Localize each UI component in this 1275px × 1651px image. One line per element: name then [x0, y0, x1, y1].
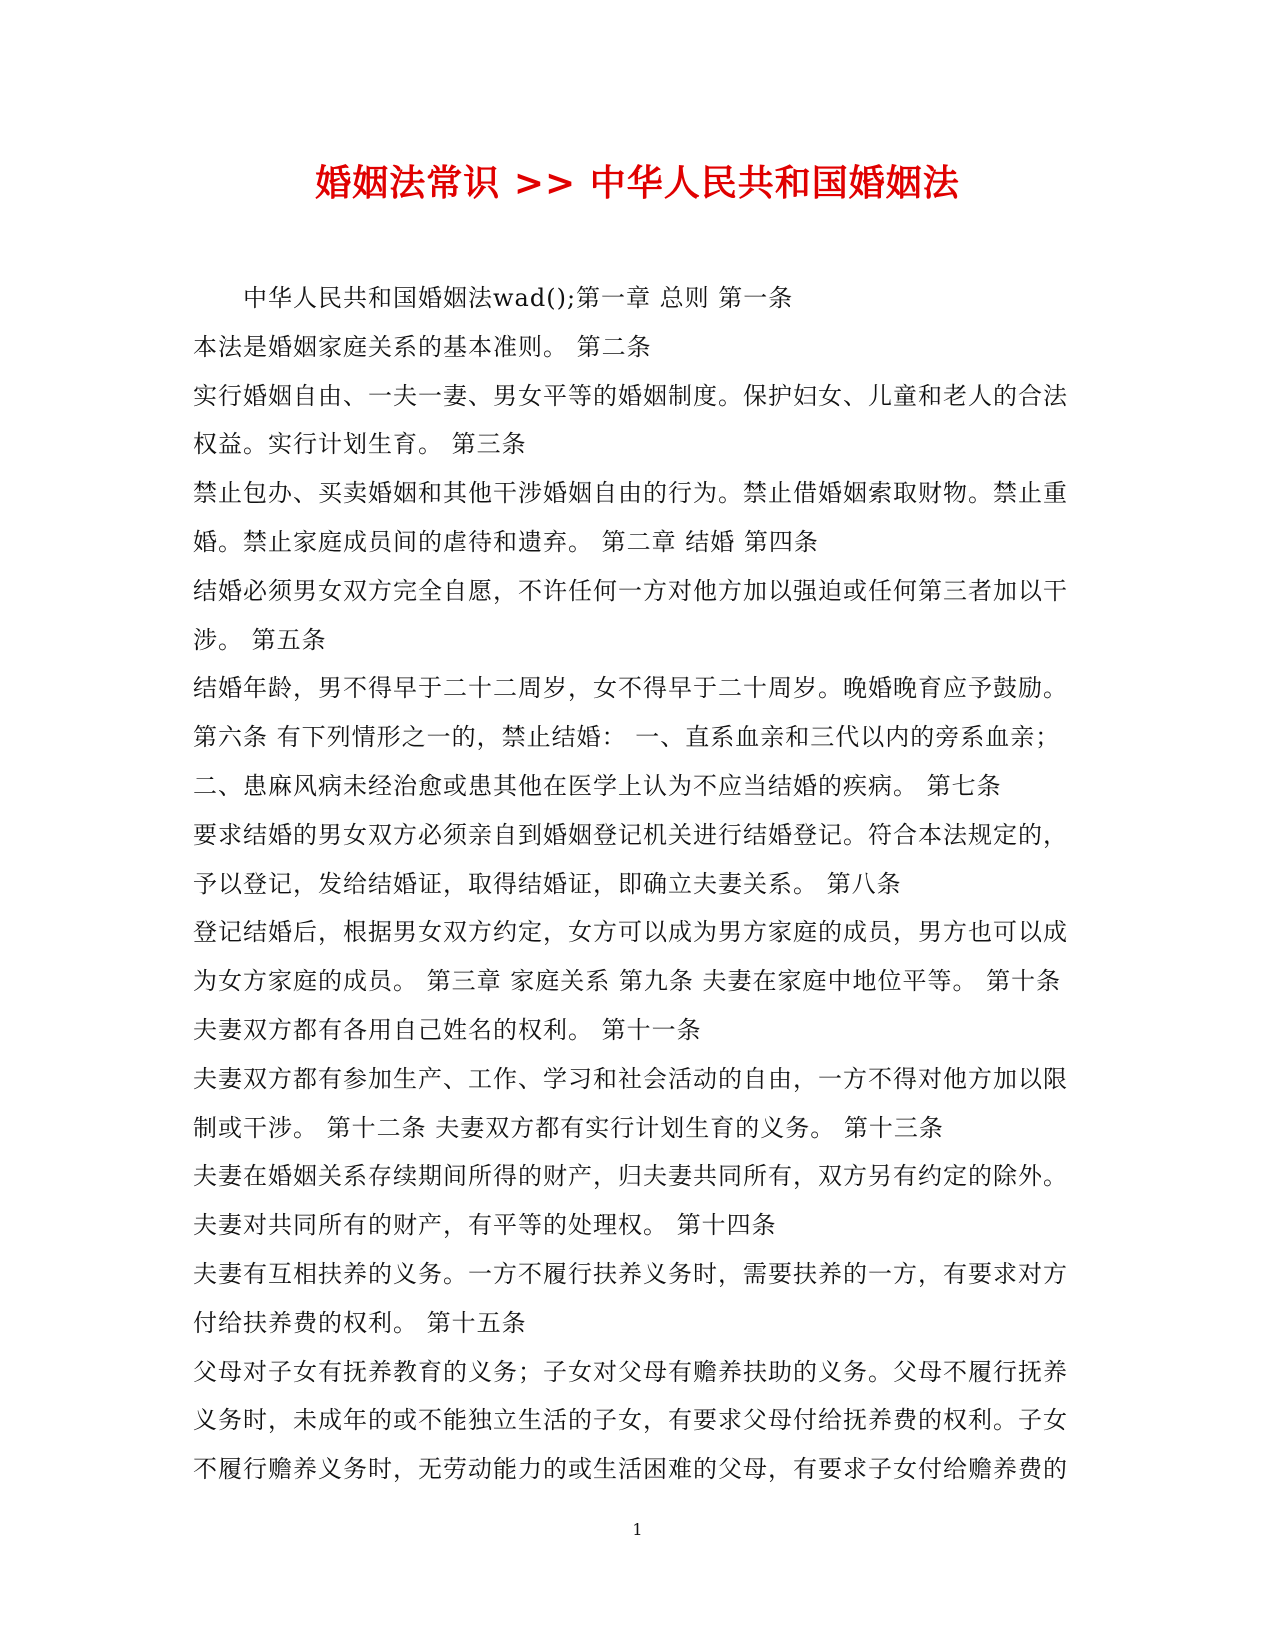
text-line: 不履行赡养义务时，无劳动能力的或生活困难的父母，有要求子女付给赡养费的: [193, 1455, 1068, 1484]
text-line: 父母对子女有抚养教育的义务；子女对父母有赡养扶助的义务。父母不履行抚养: [193, 1357, 1068, 1386]
text-line: 二、患麻风病未经治愈或患其他在医学上认为不应当结婚的疾病。 第七条: [193, 771, 1002, 800]
text-line: 夫妻双方都有参加生产、工作、学习和社会活动的自由，一方不得对他方加以限: [193, 1064, 1068, 1093]
text-line: 予以登记，发给结婚证，取得结婚证，即确立夫妻关系。 第八条: [193, 869, 902, 898]
body-text: [193, 274, 1073, 1494]
text-line: 制或干涉。 第十二条 夫妻双方都有实行计划生育的义务。 第十三条: [193, 1113, 944, 1142]
text-line: 夫妻在婚姻关系存续期间所得的财产，归夫妻共同所有，双方另有约定的除外。: [193, 1162, 1068, 1191]
text-line: 要求结婚的男女双方必须亲自到婚姻登记机关进行结婚登记。符合本法规定的，: [193, 820, 1068, 849]
text-line: 结婚年龄，男不得早于二十二周岁，女不得早于二十周岁。晚婚晚育应予鼓励。: [193, 674, 1068, 703]
text-line: 中华人民共和国婚姻法wad();第一章 总则 第一条: [243, 284, 794, 312]
text-line: 禁止包办、买卖婚姻和其他干涉婚姻自由的行为。禁止借婚姻索取财物。禁止重: [193, 479, 1068, 508]
text-line: 为女方家庭的成员。 第三章 家庭关系 第九条 夫妻在家庭中地位平等。 第十条: [193, 967, 1062, 996]
page-number: 1: [632, 1520, 643, 1539]
text-line: 付给扶养费的权利。 第十五条: [193, 1308, 527, 1337]
text-line: 夫妻双方都有各用自己姓名的权利。 第十一条: [193, 1015, 702, 1044]
page-title: 婚姻法常识 >> 中华人民共和国婚姻法: [315, 163, 960, 204]
text-line: 实行婚姻自由、一夫一妻、男女平等的婚姻制度。保护妇女、儿童和老人的合法: [193, 381, 1068, 410]
text-line: 登记结婚后，根据男女双方约定，女方可以成为男方家庭的成员，男方也可以成: [193, 918, 1068, 947]
text-line: 结婚必须男女双方完全自愿，不许任何一方对他方加以强迫或任何第三者加以干: [193, 576, 1068, 605]
text-line: 夫妻对共同所有的财产，有平等的处理权。 第十四条: [193, 1211, 777, 1240]
text-line: 本法是婚姻家庭关系的基本准则。 第二条: [193, 332, 652, 361]
text-line: 第六条 有下列情形之一的，禁止结婚： 一、直系血亲和三代以内的旁系血亲；: [193, 723, 1061, 752]
text-line: 权益。实行计划生育。 第三条: [193, 430, 527, 459]
text-line: 夫妻有互相扶养的义务。一方不履行扶养义务时，需要扶养的一方，有要求对方: [193, 1259, 1068, 1288]
text-line: 义务时，未成年的或不能独立生活的子女，有要求父母付给抚养费的权利。子女: [193, 1406, 1068, 1435]
text-line: 婚。禁止家庭成员间的虐待和遗弃。 第二章 结婚 第四条: [193, 527, 819, 556]
text-line: 涉。 第五条: [193, 625, 327, 654]
